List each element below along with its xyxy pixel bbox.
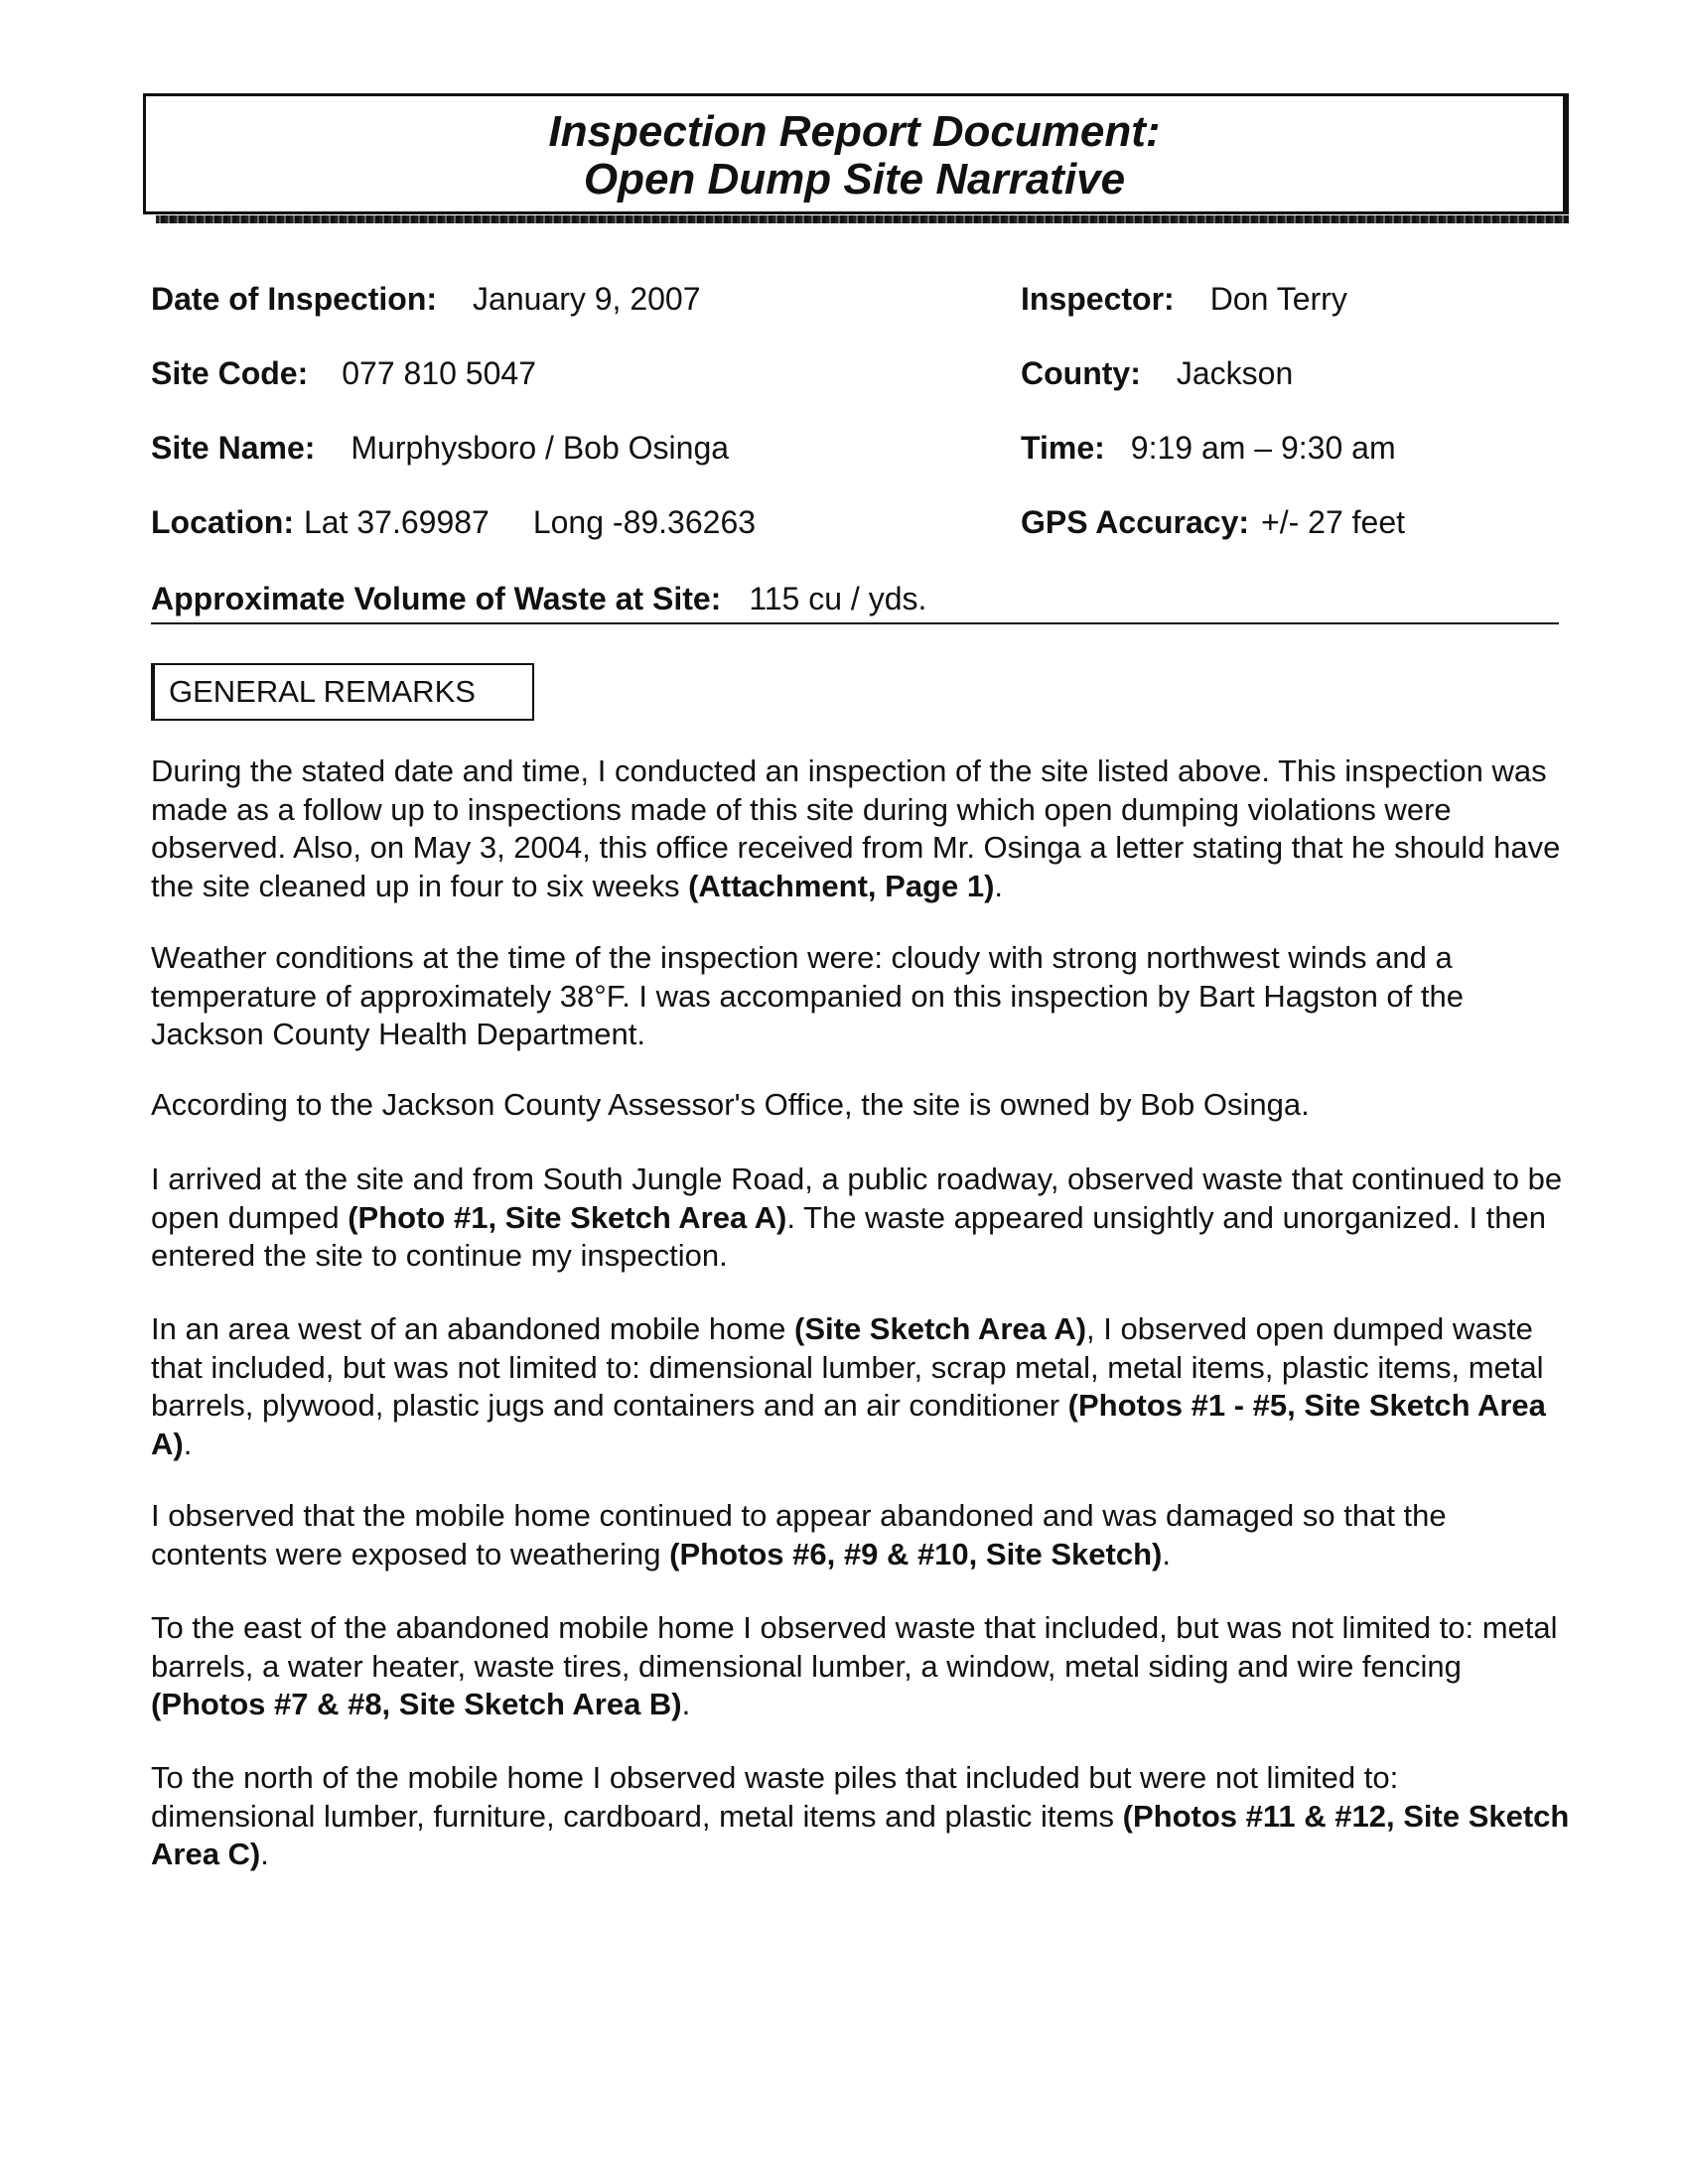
- paragraph-3: According to the Jackson County Assessor's Office, the site is owned by Bob Osinga.: [151, 1087, 1310, 1122]
- site-name-label: Site Name:: [151, 430, 316, 466]
- volume-value: 115 cu / yds.: [749, 581, 927, 616]
- site-code-label: Site Code:: [151, 355, 309, 391]
- time-value: 9:19 am – 9:30 am: [1130, 430, 1396, 466]
- inspector-label: Inspector:: [1021, 281, 1175, 317]
- location-long: Long -89.36263: [532, 504, 757, 540]
- county-label: County:: [1021, 355, 1141, 391]
- location-label: Location:: [151, 504, 294, 540]
- volume-underline: [151, 622, 1559, 624]
- gps-value: +/- 27 feet: [1261, 504, 1406, 540]
- date-value: January 9, 2007: [473, 281, 701, 317]
- paragraph-2: Weather conditions at the time of the inspection were: cloudy with strong northwest winds and a temperature of approximately 38°F. I was accompanied on this inspection by Bart Hagston of the Jackson County Health Department.: [151, 940, 1464, 1051]
- document-subtitle: Open Dump Site Narrative: [583, 155, 1126, 204]
- paragraph-8: To the north of the mobile home I observed waste piles that included but were not limited to: dimensional lumber, furniture, cardboard, metal items and plastic items (Photos #11 & #12, Site Sketch Area C).: [151, 1760, 1570, 1871]
- paragraph-7: To the east of the abandoned mobile home I observed waste that included, but was not limited to: metal barrels, a water heater, waste tires, dimensional lumber, a window, metal siding and wire fencing (Photos #7 & #8, Site Sketch Area B).: [151, 1610, 1558, 1721]
- volume-label: Approximate Volume of Waste at Site:: [151, 581, 722, 616]
- inspector-value: Don Terry: [1209, 281, 1347, 317]
- site-code-row: [151, 354, 536, 392]
- paragraph-1: During the stated date and time, I conducted an inspection of the site listed above. This inspection was made as a follow up to inspections made of this site during which open dumping violations were observed. Also, on May 3, 2004, this office received from Mr. Osinga a letter stating that he should have the site cleaned up in four to six weeks (Attachment, Page 1).: [151, 753, 1561, 903]
- date-label: Date of Inspection:: [151, 281, 438, 317]
- site-code-value: 077 810 5047: [342, 355, 536, 391]
- time-label: Time:: [1021, 430, 1105, 466]
- inspector-row: [1021, 280, 1347, 318]
- location-lat: Lat 37.69987: [303, 504, 490, 540]
- location-row: [151, 503, 756, 541]
- county-row: [1021, 354, 1293, 392]
- volume-row: [151, 580, 926, 617]
- gps-accuracy-row: [1021, 503, 1405, 541]
- site-name-row: [151, 429, 729, 467]
- paragraph-6: I observed that the mobile home continued to appear abandoned and was damaged so that the contents were exposed to weathering (Photos #6, #9 & #10, Site Sketch).: [151, 1498, 1447, 1571]
- time-row: [1021, 429, 1396, 467]
- paragraph-5: In an area west of an abandoned mobile home (Site Sketch Area A), I observed open dumped waste that included, but was not limited to: dimensional lumber, scrap metal, metal items, plastic items, metal barrels, plywood, plastic jugs and containers and an air conditioner (Photos #1 - #5, Site Sketch Area A).: [151, 1311, 1546, 1461]
- date-of-inspection-row: [151, 280, 701, 318]
- site-name-value: Murphysboro / Bob Osinga: [351, 430, 730, 466]
- title-box: [143, 93, 1569, 214]
- paragraph-4: I arrived at the site and from South Jungle Road, a public roadway, observed waste that continued to be open dumped (Photo #1, Site Sketch Area A). The waste appeared unsightly and unorganized. I then entered the site to continue my inspection.: [151, 1161, 1563, 1273]
- document-title: Inspection Report Document:: [548, 107, 1161, 156]
- county-value: Jackson: [1176, 355, 1294, 391]
- general-remarks-heading: GENERAL REMARKS: [151, 663, 534, 721]
- gps-label: GPS Accuracy:: [1021, 504, 1250, 540]
